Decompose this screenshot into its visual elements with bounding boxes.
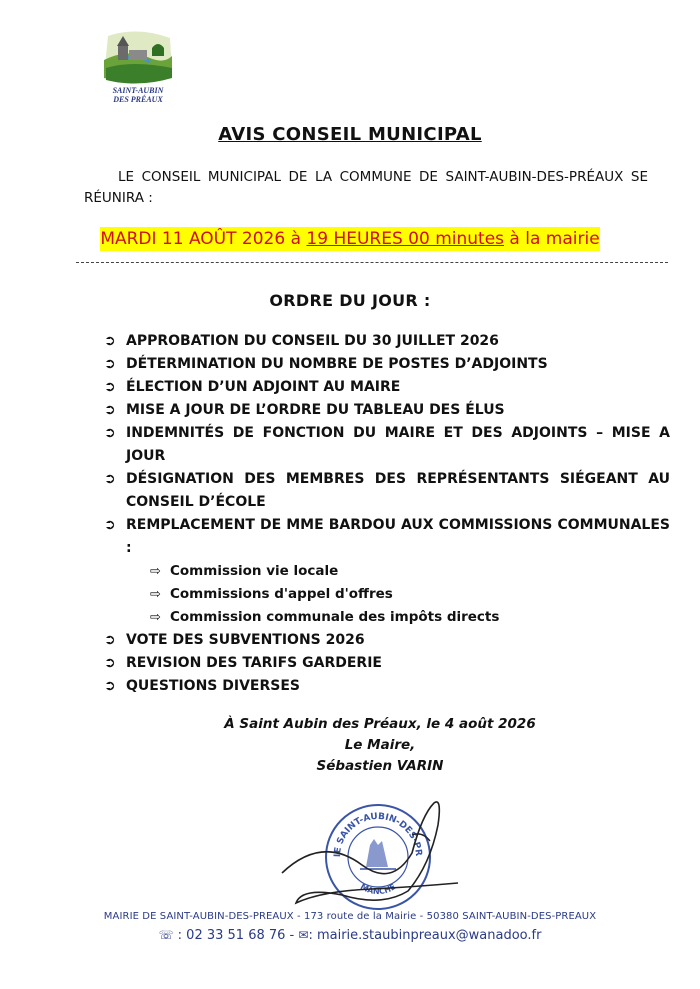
agenda-item-text: APPROBATION DU CONSEIL DU 30 JUILLET 2026 [126, 333, 499, 349]
document-title: AVIS CONSEIL MUNICIPAL [218, 124, 482, 145]
agenda-item-text: DÉTERMINATION DU NOMBRE DE POSTES D’ADJOINTS [126, 356, 548, 372]
sub-item [150, 606, 670, 629]
agenda-item [104, 629, 670, 652]
sub-arrow-icon: ⇨ [150, 587, 161, 602]
mail-icon: ✉ [298, 928, 309, 942]
logo-text-line2: DES PRÉAUX [113, 95, 163, 104]
agenda-list [104, 330, 670, 698]
agenda-item-text: MISE A JOUR DE L’ORDRE DU TABLEAU DES ÉLUS [126, 402, 505, 418]
agenda-item [104, 675, 670, 698]
sub-arrow-icon: ⇨ [150, 564, 161, 579]
signature-name: Sébastien VARIN [316, 758, 444, 774]
signature-block [190, 714, 570, 777]
agenda-item-text: INDEMNITÉS DE FONCTION DU MAIRE ET DES ADJOINTS – MISE A JOUR [126, 425, 670, 464]
official-stamp [262, 795, 490, 913]
arrow-bullet-icon: ➲ [104, 678, 116, 694]
agenda-item [104, 376, 670, 399]
footer-address: MAIRIE DE SAINT-AUBIN-DES-PREAUX - 173 route de la Mairie - 50380 SAINT-AUBIN-DES-PREAUX [103, 911, 597, 922]
agenda-item-text: DÉSIGNATION DES MEMBRES DES REPRÉSENTANTS SIÉGEANT AU CONSEIL D’ÉCOLE [126, 471, 670, 510]
agenda-item-text: VOTE DES SUBVENTIONS 2026 [126, 632, 365, 648]
meeting-date-line [0, 229, 700, 249]
svg-text:MAIRIE SAINT-AUBIN-DES-PRÉAUX [262, 795, 423, 857]
agenda-item [104, 353, 670, 376]
agenda-item [104, 652, 670, 675]
commission-sublist [104, 560, 670, 629]
agenda-item-text: REMPLACEMENT DE MME BARDOU AUX COMMISSIONS COMMUNALES : [126, 517, 670, 556]
sub-item-text: Commission communale des impôts directs [170, 609, 500, 625]
stamp-seal-icon [262, 795, 490, 913]
meeting-date-part1: MARDI 11 AOÛT 2026 à [100, 229, 307, 249]
meeting-time: 19 HEURES 00 minutes [306, 229, 505, 249]
sub-arrow-icon: ⇨ [150, 610, 161, 625]
agenda-item [104, 422, 670, 468]
arrow-bullet-icon: ➲ [104, 517, 116, 533]
arrow-bullet-icon: ➲ [104, 333, 116, 349]
footer-phone: : 02 33 51 68 76 - [173, 928, 299, 943]
agenda-item-text: ÉLECTION D’UN ADJOINT AU MAIRE [126, 379, 401, 395]
agenda-item-text: REVISION DES TARIFS GARDERIE [126, 655, 382, 671]
footer-email: : mairie.staubinpreaux@wanadoo.fr [308, 928, 542, 943]
agenda-item [104, 399, 670, 422]
phone-icon: ☏ [158, 928, 174, 942]
agenda-item [104, 468, 670, 514]
municipality-logo [98, 28, 178, 112]
arrow-bullet-icon: ➲ [104, 632, 116, 648]
stamp-top-text: IE SAINT-AUBIN-DES-PR [332, 811, 424, 858]
logo-text-line1: SAINT-AUBIN [112, 86, 164, 95]
arrow-bullet-icon: ➲ [104, 356, 116, 372]
arrow-bullet-icon: ➲ [104, 471, 116, 487]
dashed-divider [76, 262, 668, 263]
arrow-bullet-icon: ➲ [104, 379, 116, 395]
meeting-location: à la mairie [504, 229, 600, 249]
sub-item [150, 560, 670, 583]
footer-contact [0, 928, 700, 943]
arrow-bullet-icon: ➲ [104, 402, 116, 418]
agenda-title: ORDRE DU JOUR : [269, 291, 431, 310]
sub-item [150, 583, 670, 606]
intro-paragraph: LE CONSEIL MUNICIPAL DE LA COMMUNE DE SAINT-AUBIN-DES-PRÉAUX SE RÉUNIRA : [84, 169, 648, 206]
stamp-bottom-text: MANCHE [358, 882, 398, 897]
sub-item-text: Commission vie locale [170, 563, 339, 579]
arrow-bullet-icon: ➲ [104, 425, 116, 441]
agenda-item-text: QUESTIONS DIVERSES [126, 678, 300, 694]
sub-item-text: Commissions d'appel d'offres [170, 586, 393, 602]
agenda-item [104, 330, 670, 353]
signature-place-date: À Saint Aubin des Préaux, le 4 août 2026 [224, 716, 536, 732]
meeting-date-highlight [100, 227, 599, 251]
signature-role: Le Maire, [344, 737, 416, 753]
arrow-bullet-icon: ➲ [104, 655, 116, 671]
agenda-item [104, 514, 670, 560]
